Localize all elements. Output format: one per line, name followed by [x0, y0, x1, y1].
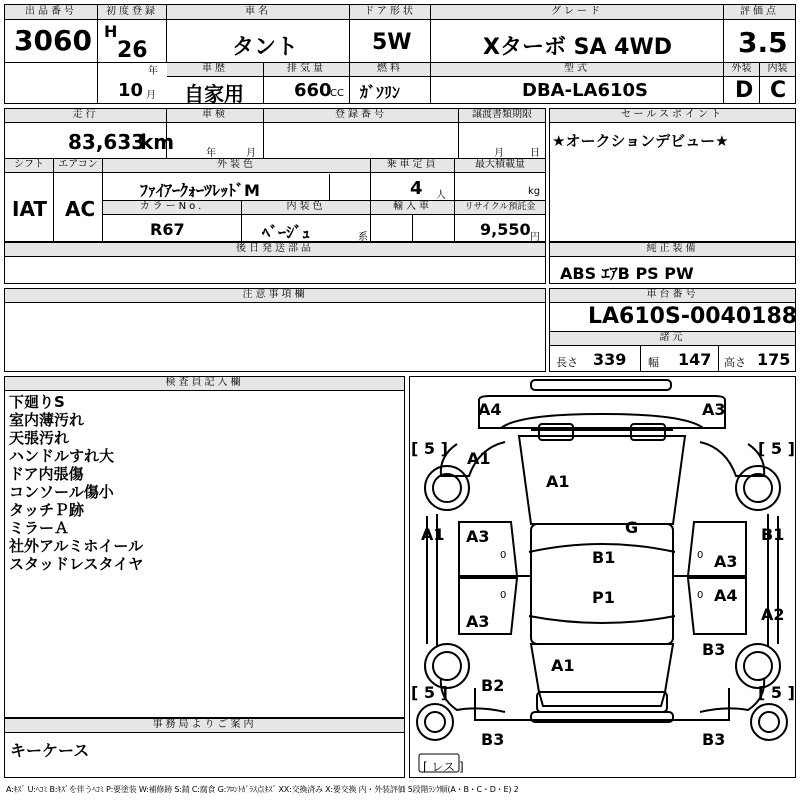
later-parts-label: 後日発送部品: [5, 243, 545, 257]
damage-mark: B3: [702, 640, 726, 659]
damage-mark: P1: [592, 588, 615, 607]
displacement-unit: CC: [330, 88, 344, 99]
sales-point-box: [549, 108, 796, 242]
inspector-note: コンソール傷小: [9, 483, 114, 501]
zero-mark: 0: [697, 590, 704, 601]
equipment: ABS ｴｱB PS PW: [560, 264, 694, 283]
spare-tire-label: [ レス ]: [423, 760, 464, 774]
interior-score: C: [770, 78, 787, 103]
length-label: 長さ: [556, 356, 578, 369]
damage-mark: A1: [546, 472, 570, 491]
inspector-notes: [9, 393, 143, 573]
interior-label: 内装: [760, 63, 795, 77]
exterior-label: 外装: [724, 63, 759, 77]
damage-mark: A3: [714, 552, 738, 571]
shift: IAT: [12, 197, 48, 221]
score-label: 評価点: [724, 5, 795, 20]
int-color: ﾍﾞｰｼﾞｭ: [262, 223, 311, 242]
sales-point-label: セールスポイント: [550, 109, 795, 123]
zero-mark: 0: [500, 590, 507, 601]
damage-mark: B2: [481, 676, 505, 695]
door-label: ドア形状: [350, 5, 430, 20]
legend: A:ｷｽﾞ U:ﾍｺﾐ B:ｷｽﾞを伴うﾍｺﾐ P:要塗装 W:補修跡 S:錆 C:腐食 G:ﾌﾛﾝﾄｶﾞﾗｽ点ｷｽﾞ XX:交換済み X:要交換 内・外装評価 5段階ﾗﾝｸ順(A・B・C・D・E) 2: [6, 785, 519, 794]
recycle-unit: 円: [530, 232, 540, 243]
transfer-label: 譲渡書類期限: [459, 109, 545, 123]
score: 3.5: [738, 26, 788, 59]
ac: AC: [65, 197, 96, 221]
damage-mark: B1: [592, 548, 616, 567]
month-unit: 月: [146, 90, 156, 101]
history-label: 車歴: [167, 63, 263, 77]
car-name: タント: [232, 35, 299, 60]
notes-label: 注意事項欄: [5, 289, 545, 303]
color-no: R67: [150, 220, 185, 239]
mileage-label: 走行: [5, 109, 166, 123]
ac-label: エアコン: [54, 159, 102, 173]
zero-mark: 0: [500, 550, 507, 561]
damage-mark: A4: [714, 586, 738, 605]
door: 5W: [372, 30, 412, 55]
grade: Xターボ SA 4WD: [483, 35, 672, 60]
damage-mark: A3: [466, 612, 490, 631]
car-diagram-lines: [409, 376, 796, 778]
reg-no-label: 登録番号: [264, 109, 458, 123]
lot-no: 3060: [14, 24, 92, 57]
car-name-label: 車名: [167, 5, 349, 20]
displacement-label: 排気量: [264, 63, 349, 77]
damage-mark: G: [625, 518, 639, 537]
import-label: 輸入車: [371, 201, 454, 215]
inspector-note: ドア内張傷: [9, 465, 84, 483]
exterior-score: D: [735, 78, 754, 103]
inspector-note: タッチＰ跡: [9, 501, 85, 519]
damage-mark: B3: [702, 730, 726, 749]
shift-label: シフト: [5, 159, 53, 173]
insp-year-unit: 年: [206, 148, 216, 159]
tire-tread-rr: [ 5 ]: [758, 683, 795, 702]
damage-mark: A1: [421, 525, 445, 544]
tire-tread-fl: [ 5 ]: [411, 439, 448, 458]
int-color-label: 内装色: [242, 201, 370, 215]
inspector-note: ミラーＡ: [9, 519, 70, 537]
inspector-note: 下廻りS: [9, 393, 65, 411]
lot-no-label: 出品番号: [5, 5, 97, 20]
damage-mark: A3: [702, 400, 726, 419]
model-label: 型式: [431, 63, 723, 77]
inspector-note: 室内薄汚れ: [9, 411, 85, 429]
tire-tread-rl: [ 5 ]: [411, 683, 448, 702]
inspector-note: ハンドルすれ大: [9, 447, 115, 465]
mileage: 83,633: [68, 130, 146, 154]
tire-tread-fr: [ 5 ]: [758, 439, 795, 458]
inspector-label: 検査員記入欄: [5, 377, 404, 391]
office-label: 事務局よりご案内: [5, 719, 404, 733]
transfer-month-unit: 月: [494, 148, 504, 159]
width-label: 幅: [648, 356, 659, 369]
dims-label: 諸元: [550, 332, 795, 346]
damage-mark: A1: [551, 656, 575, 675]
width: 147: [678, 350, 712, 369]
history: 自家用: [184, 82, 244, 106]
inspector-note: スタッドレスタイヤ: [9, 555, 144, 573]
sales-point: ★オークションデビュー★: [552, 132, 729, 150]
inspection-label: 車検: [167, 109, 263, 123]
damage-mark: B3: [481, 730, 505, 749]
fuel-label: 燃料: [350, 63, 430, 77]
recycle: 9,550: [480, 220, 531, 239]
displacement: 660: [294, 80, 332, 101]
damage-mark: A4: [478, 400, 502, 419]
reg-year: 26: [117, 38, 148, 63]
fuel: ｶﾞｿﾘﾝ: [360, 83, 401, 102]
grade-label: グレード: [431, 5, 723, 20]
first-reg-label: 初度登録: [98, 5, 166, 20]
capacity-unit: 人: [436, 190, 446, 201]
inspector-note: 社外アルミホイール: [9, 537, 144, 555]
chassis-no: LA610S-0040188: [588, 304, 798, 329]
office-note: キーケース: [10, 741, 90, 760]
damage-mark: A1: [467, 449, 491, 468]
height: 175: [757, 350, 791, 369]
height-label: 高さ: [724, 356, 746, 369]
damage-mark: A3: [466, 527, 490, 546]
damage-mark: A2: [761, 605, 785, 624]
length: 339: [593, 350, 627, 369]
capacity: 4: [410, 178, 423, 199]
int-color-unit: 系: [358, 232, 368, 243]
capacity-label: 乗車定員: [371, 159, 454, 173]
color-label: 外装色: [103, 159, 370, 173]
load-label: 最大積載量: [455, 159, 545, 173]
recycle-label: リサイクル預託金: [455, 201, 545, 215]
reg-month: 10: [118, 80, 144, 101]
ext-color: ﾌｧｲｱｰｸｫｰﾂﾚｯﾄﾞM: [140, 181, 260, 200]
era: H: [104, 22, 118, 41]
inspector-note: 天張汚れ: [9, 429, 70, 447]
load-unit: kg: [528, 186, 541, 197]
damage-mark: B1: [761, 525, 785, 544]
equipment-label: 純正装備: [550, 243, 795, 257]
zero-mark: 0: [697, 550, 704, 561]
mileage-unit: km: [140, 130, 175, 154]
transfer-day-unit: 日: [530, 148, 540, 159]
year-unit: 年: [148, 66, 158, 77]
model: DBA-LA610S: [522, 80, 648, 101]
chassis-label: 車台番号: [550, 289, 795, 303]
insp-month-unit: 月: [246, 148, 256, 159]
color-no-label: カラーNo.: [103, 201, 241, 215]
